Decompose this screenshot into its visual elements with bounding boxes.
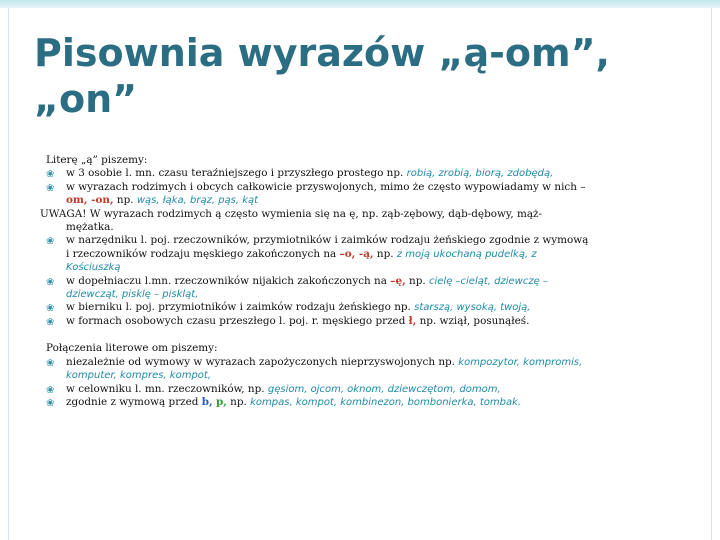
list-item	[40, 396, 690, 409]
list-item-continuation	[40, 248, 690, 261]
item-example: dziewcząt, pisklę – piskląt,	[66, 289, 199, 301]
list-item	[40, 234, 690, 247]
list-item	[40, 356, 690, 369]
item-text: np.	[409, 274, 426, 287]
curl-bullet-icon: ❀	[46, 276, 55, 288]
title-line-2: „on”	[34, 77, 138, 121]
item-text: w 3 osobie l. mn. czasu teraźniejszego i przyszłego prostego np.	[66, 167, 404, 180]
item-text: niezależnie od wymowy w wyrazach zapożyczonych nieprzyswojonych np.	[66, 355, 455, 368]
item-example: komputer, kompres, kompot,	[66, 370, 212, 382]
curl-bullet-icon: ❀	[46, 303, 55, 315]
suffix-highlight: –ę,	[390, 274, 406, 287]
item-example: starszą, wysoką, twoją,	[414, 302, 531, 314]
curl-bullet-icon: ❀	[46, 236, 55, 248]
curl-bullet-icon: ❀	[46, 182, 55, 194]
item-text: np.	[230, 395, 247, 408]
top-accent-bar	[0, 0, 720, 8]
curl-bullet-icon: ❀	[46, 384, 55, 396]
item-text: w dopełniaczu l.mn. rzeczowników nijakich zakończonych na	[66, 274, 387, 287]
list-item	[40, 301, 690, 314]
note-line-continuation: mężatka.	[66, 221, 114, 234]
item-text: w bierniku l. poj. przymiotników i zaimków rodzaju żeńskiego np.	[66, 301, 411, 314]
letter-highlight: b,	[201, 395, 213, 408]
list-item	[40, 383, 690, 396]
section-gap	[40, 328, 690, 342]
section2-intro: Połączenia literowe om piszemy:	[46, 342, 218, 355]
list-item	[40, 275, 690, 288]
list-item-continuation	[40, 288, 690, 301]
item-example: kompas, kompot, kombinezon, bombonierka, tombak.	[250, 396, 522, 408]
item-example: wąs, łąka, brąz, pąs, kąt	[136, 195, 259, 207]
item-text: zgodnie z wymową przed	[66, 395, 199, 408]
list-item-continuation	[40, 194, 690, 207]
item-example: z moją ukochaną pudelką, z	[396, 248, 537, 260]
item-text: w celowniku l. mn. rzeczowników, np.	[66, 382, 265, 395]
curl-bullet-icon: ❀	[46, 169, 55, 181]
item-text: np.	[116, 194, 134, 207]
item-example: robią, zrobią, biorą, zdobędą,	[406, 168, 554, 180]
suffix-highlight: –o, -ą,	[339, 247, 374, 260]
item-text: np. wziął, posunąłeś.	[419, 314, 530, 327]
item-example: gęsiom, ojcom, oknom, dziewczętom, domom,	[267, 383, 501, 395]
suffix-highlight: om, -on,	[66, 194, 114, 207]
item-text: i rzeczowników rodzaju męskiego zakończonych na	[66, 247, 337, 260]
slide-body	[40, 154, 690, 409]
list-item	[40, 181, 690, 194]
list-item	[40, 167, 690, 180]
list-item-continuation	[40, 369, 690, 382]
item-text: w formach osobowych czasu przeszłego l. poj. r. męskiego przed	[66, 314, 406, 327]
item-text: w narzędniku l. poj. rzeczowników, przymiotników i zaimków rodzaju żeńskiego zgodnie z wymową	[66, 234, 589, 247]
curl-bullet-icon: ❀	[46, 397, 55, 409]
list-item	[40, 315, 690, 328]
item-text: np.	[376, 247, 394, 260]
slide-title	[34, 30, 694, 122]
section1-intro: Literę „ą” piszemy:	[46, 154, 148, 166]
note-line: UWAGA! W wyrazach rodzimych ą często wymienia się na ę, np. ząb-zębowy, dąb-dębowy, mąż-	[40, 207, 543, 220]
item-example: kompozytor, kompromis,	[458, 356, 583, 368]
curl-bullet-icon: ❀	[46, 316, 55, 328]
title-line-1: Pisownia wyrazów „ą-om”,	[34, 31, 610, 75]
list-item-continuation	[40, 261, 690, 274]
item-example: cielę –cieląt, dziewczę –	[428, 275, 548, 287]
curl-bullet-icon: ❀	[46, 357, 55, 369]
item-text: w wyrazach rodzimych i obcych całkowicie przyswojonych, mimo że często wypowiadamy w nich –	[66, 180, 586, 193]
item-example: Kościuszką	[66, 262, 121, 274]
letter-highlight: p,	[215, 395, 227, 408]
letter-highlight: ł,	[408, 314, 417, 327]
